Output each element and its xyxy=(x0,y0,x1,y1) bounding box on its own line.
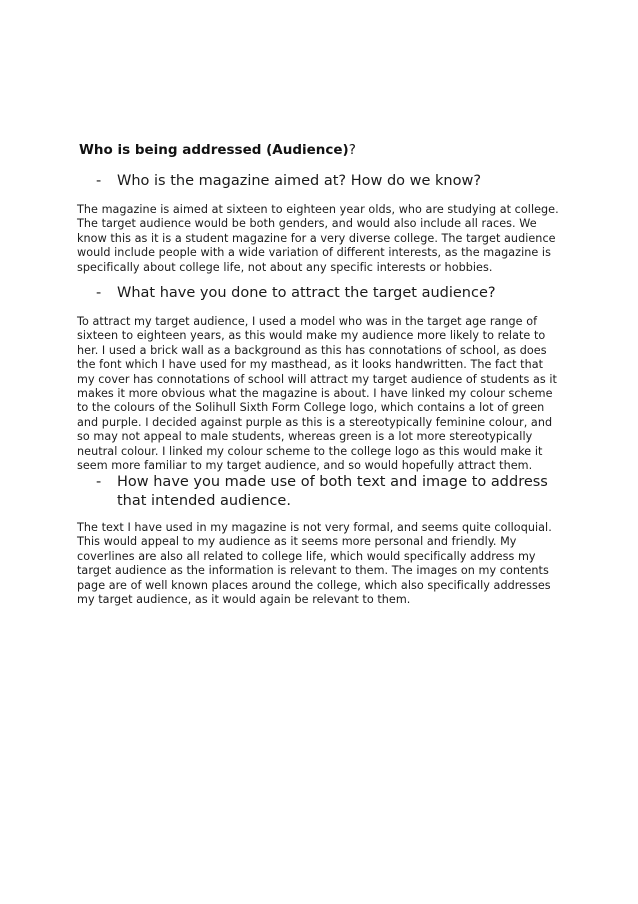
bullet-dash: - xyxy=(96,173,102,189)
bullet-dash: - xyxy=(96,474,102,490)
section-2-body: To attract my target audience, I used a model who was in the target age range of sixteen to eighteen years, as this would make my audience more likely to relate to her. I used a brick wall as a background as this has connotations of school, as does the font which I have used for my masthead, as it looks handwritten. The fact that my cover has connotations of school will attract my target audience of students as it makes it more obvious what the magazine is about. I have linked my colour scheme to the colours of the Solihull Sixth Form College logo, which contains a lot of green and purple. I decided against purple as this is a stereotypically feminine colour, and so may not appeal to male students, whereas green is a lot more stereotypically neutral colour. I linked my colour scheme to the college logo as this would make it seem more familiar to my target audience, and so would hopefully attract them. xyxy=(77,315,557,473)
section-3-body: The text I have used in my magazine is not very formal, and seems quite colloquial. This would appeal to my audience as it seems more personal and friendly. My coverlines are also all related to college life, which would specifically address my target audience as the information is relevant to them. The images on my contents page are of well known places around the college, which also specifically addresses my target audience, as it would again be relevant to them. xyxy=(77,521,552,607)
heading-tail-text: ? xyxy=(348,142,356,158)
question-text: Who is the magazine aimed at? How do we know? xyxy=(117,173,482,189)
heading-bold-text: Who is being addressed (Audience) xyxy=(79,142,349,158)
section-1-body: The magazine is aimed at sixteen to eighteen year olds, who are studying at college. The target audience would be both genders, and would also include all races. We know this as it is a student magazine for a very diverse college. The target audience would include people with a wide variation of different interests, as the magazine is specifically about college life, not about any specific interests or hobbies. xyxy=(77,203,559,274)
document-heading xyxy=(79,141,559,159)
question-text: What have you done to attract the target audience? xyxy=(117,285,496,301)
bullet-dash: - xyxy=(96,285,102,301)
question-text: How have you made use of both text and image to address that intended audience. xyxy=(117,474,548,509)
